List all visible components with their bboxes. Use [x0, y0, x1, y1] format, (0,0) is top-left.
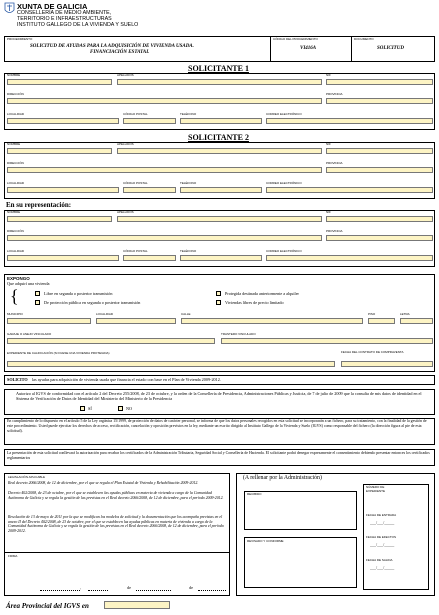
s1-correo-field[interactable]: [266, 118, 433, 124]
revisado-label: REVISADO Y CONFORME: [247, 539, 284, 543]
firma-comma: ,: [80, 585, 82, 590]
label-direccion: DIRECCIÓN: [7, 161, 24, 165]
label-nif: NIF: [326, 73, 331, 77]
s1-nif-field[interactable]: [326, 79, 433, 85]
s2-direccion-field[interactable]: [7, 167, 322, 173]
label-correo: CORREO ELECTRÓNICO: [266, 249, 302, 253]
label-cp: CÓDIGO POSTAL: [123, 112, 148, 116]
s2-nombre-field[interactable]: [7, 148, 112, 154]
label-cp: CÓDIGO POSTAL: [123, 249, 148, 253]
label-calle: CALLE: [181, 312, 191, 316]
s2-localidad-field[interactable]: [7, 187, 119, 193]
s1-telefono-field[interactable]: [180, 118, 262, 124]
s1-apellidos-field[interactable]: [117, 79, 322, 85]
label-telefono: TELÉFONO: [180, 112, 197, 116]
opt-precio-limitado-checkbox[interactable]: [216, 300, 221, 305]
org-name: XUNTA DE GALICIA: [17, 2, 88, 11]
piso-field[interactable]: [368, 318, 395, 324]
procedure-title-2: FINANCIACIÓN ESTATAL: [90, 50, 150, 55]
s1-localidad-field[interactable]: [7, 118, 119, 124]
label-localidad: LOCALIDAD: [7, 249, 25, 253]
trastero-field[interactable]: [221, 338, 433, 344]
area-provincial-field[interactable]: [104, 601, 170, 609]
xunta-logo: [4, 2, 15, 16]
solicitante-1-title: SOLICITANTE 1: [188, 64, 249, 73]
label-piso: PISO: [368, 312, 376, 316]
dept-line-2: TERRITORIO E INFRAESTRUCTURAS: [17, 16, 112, 22]
label-garaje: GARAJE O ANEJO VINCULADO: [7, 332, 52, 336]
expediente-field[interactable]: [7, 361, 335, 367]
recibido-label: RECIBIDO: [247, 492, 262, 496]
s2-cp-field[interactable]: [123, 187, 176, 193]
r-apellidos-field[interactable]: [117, 216, 322, 222]
fecha-contrato-field[interactable]: [341, 361, 433, 367]
solicito-keyword: SOLICITO: [7, 377, 28, 382]
fecha-efectos-slots: ___/___/_____: [370, 542, 395, 547]
expongo-title: EXPONGO: [7, 276, 30, 281]
code-value: VI416A: [300, 46, 317, 51]
label-correo: CORREO ELECTRÓNICO: [266, 112, 302, 116]
label-letra: LETRA: [400, 312, 410, 316]
label-fecha-contrato: FECHA DEL CONTRATO DE COMPRAVENTA: [341, 350, 404, 354]
label-telefono: TELÉFONO: [180, 181, 197, 185]
label-nombre: NOMBRE: [7, 142, 21, 146]
solicitante-2-title: SOLICITANTE 2: [188, 133, 249, 142]
r-nif-field[interactable]: [326, 216, 433, 222]
dept-line-3: INSTITUTO GALLEGO DE LA VIVIENDA Y SUELO: [17, 22, 139, 28]
label-direccion: DIRECCIÓN: [7, 229, 24, 233]
r-telefono-field[interactable]: [180, 255, 262, 261]
label-localidad: LOCALIDAD: [7, 181, 25, 185]
opt-alquiler-checkbox[interactable]: [216, 291, 221, 296]
revisado-box: [244, 537, 357, 588]
autorizo-no-label: NO: [126, 406, 133, 411]
s1-cp-field[interactable]: [123, 118, 176, 124]
firma-label: FIRMA: [8, 554, 18, 558]
opt-precio-limitado-label: Viviendas libres de precio limitado: [225, 300, 284, 305]
label-nombre: NOMBRE: [7, 210, 21, 214]
s2-apellidos-field[interactable]: [117, 148, 322, 154]
fecha-salida-slots: ___/___/_____: [370, 565, 395, 570]
autorizo-si-label: SÍ: [88, 406, 92, 411]
fecha-entrada-label: FECHA DE ENTRADA: [366, 513, 397, 517]
r-localidad-field[interactable]: [7, 255, 119, 261]
label-trastero: TRASTERO VINCULADO: [221, 332, 256, 336]
label-expediente: EXPEDIENTE DE CALIFICACIÓN (SI FUESE UNA VIVIENDA PROTEGIDA): [7, 351, 110, 355]
authorization-text: La presentación de esta solicitud conllevará la autorización para recabar los certificados de la Administración Tributaria, Seguridad Social y Consellería de Hacienda. El solicitante podrá denegar expresamente el consentimiento debiendo presentar entonces los certificados reglamentarios: [7, 451, 430, 460]
s2-provincia-field[interactable]: [326, 167, 433, 173]
r-provincia-field[interactable]: [326, 235, 433, 241]
dept-line-1: CONSELLERÍA DE MEDIO AMBIENTE,: [17, 10, 112, 16]
label-localidad: LOCALIDAD: [7, 112, 25, 116]
brace-icon: {: [10, 286, 19, 306]
opt-libre-label: Libre en segunda o posterior transmisión: [44, 291, 113, 296]
label-nombre: NOMBRE: [7, 73, 21, 77]
representacion-title: En su representación:: [6, 201, 72, 209]
firma-de-1: de: [127, 585, 131, 590]
fecha-efectos-label: FECHA DE EFECTOS: [366, 535, 396, 539]
solicito-text: las ayudas para adquisición de vivienda usada que financia el estado con base en el Plan de Vivienda 2009-2012.: [32, 377, 221, 382]
autorizo-si-checkbox[interactable]: [80, 406, 85, 411]
label-cp: CÓDIGO POSTAL: [123, 181, 148, 185]
municipio-field[interactable]: [7, 318, 91, 324]
opt-proteccion-label: De protección pública en segunda o posterior transmisión: [44, 300, 141, 305]
firma-de-2: de: [189, 585, 193, 590]
label-nif: NIF: [326, 142, 331, 146]
s1-nombre-field[interactable]: [7, 79, 112, 85]
admin-title: (A rellenar por la Administración): [243, 475, 322, 481]
garaje-field[interactable]: [7, 338, 215, 344]
vivienda-localidad-field[interactable]: [96, 318, 176, 324]
label-apellidos: APELLIDOS: [117, 210, 134, 214]
r-direccion-field[interactable]: [7, 235, 322, 241]
opt-alquiler-label: Protegida destinada anteriormente a alquiler: [225, 291, 299, 296]
area-provincial-label: Área Provincial del IGVS en: [6, 602, 89, 610]
document-value: SOLICITUD: [377, 46, 404, 51]
label-municipio: MUNICIPIO: [7, 312, 23, 316]
legislation-p3: Resolución de 13 de mayo de 2011 por la que se modifican los modelos de solicitud y la documentación que los acompaña previstas en el anexo II del Decreto 402/2008, de 23 de octubre, por el que se establecen las ayudas públicas en materia de vivienda a cargo de la Comunidad Autónoma de Galicia y se regula la gestión de las previstas en el Real decreto 2066/2008, de 12 de diciembre, para el período 2009-2012.: [8, 515, 224, 533]
letra-field[interactable]: [400, 318, 433, 324]
expongo-subtitle: Que adquirí una vivienda: [7, 281, 50, 286]
document-label: DOCUMENTO: [354, 37, 374, 41]
data-protection-text: En cumplimiento de lo dispuesto en el artículo 5 de la Ley orgánica 15/1999, de protección de datos de carácter personal, se informa de que los datos personales recogidos en esta solicitud se incorporarán a un fichero, para su tratamiento, con la finalidad de la gestión de este procedimiento. Usted puede ejercitar los derechos de acceso, rectificación, cancelación y oposición previstos en la ley, mediante un escrito dirigido al Instituto Gallego de la Vivienda y Suelo (IGVS) como responsable del fichero (la dirección figura al pie de esta solicitud).: [7, 419, 427, 433]
r-cp-field[interactable]: [123, 255, 176, 261]
label-apellidos: APELLIDOS: [117, 142, 134, 146]
fecha-salida-label: FECHA DE SALIDA: [366, 558, 393, 562]
s2-telefono-field[interactable]: [180, 187, 262, 193]
opt-libre-checkbox[interactable]: [35, 291, 40, 296]
s1-provincia-field[interactable]: [326, 98, 433, 104]
label-telefono: TELÉFONO: [180, 249, 197, 253]
label-direccion: DIRECCIÓN: [7, 92, 24, 96]
procedure-title-1: SOLICITUD DE AYUDAS PARA LA ADQUISICIÓN DE VIVIENDA USADA.: [30, 44, 194, 49]
code-label: CÓDIGO DEL PROCEDIMIENTO: [273, 37, 318, 41]
label-provincia: PROVINCIA: [326, 92, 343, 96]
legislation-p1: Real decreto 2066/2008, de 12 de diciembre, por el que se regula el Plan Estatal de Vivienda y Rehabilitación 2009-2012.: [8, 481, 199, 485]
recibido-box: [244, 491, 357, 530]
procedure-label: PROCEDIMIENTO: [7, 37, 33, 41]
autorizo-no-checkbox[interactable]: [118, 406, 123, 411]
legislation-title: LEGISLACIÓN APLICABLE: [8, 475, 46, 479]
r-nombre-field[interactable]: [7, 216, 112, 222]
label-provincia: PROVINCIA: [326, 229, 343, 233]
label-apellidos: APELLIDOS: [117, 73, 134, 77]
calle-field[interactable]: [181, 318, 363, 324]
label-localidad: LOCALIDAD: [96, 312, 114, 316]
s2-correo-field[interactable]: [266, 187, 433, 193]
fecha-entrada-slots: ___/___/_____: [370, 520, 395, 525]
r-correo-field[interactable]: [266, 255, 433, 261]
opt-proteccion-checkbox[interactable]: [35, 300, 40, 305]
label-nif: NIF: [326, 210, 331, 214]
label-provincia: PROVINCIA: [326, 161, 343, 165]
numero-expediente-label: NÚMERO DE EXPEDIENTE: [366, 485, 386, 493]
s2-nif-field[interactable]: [326, 148, 433, 154]
s1-direccion-field[interactable]: [7, 98, 322, 104]
label-correo: CORREO ELECTRÓNICO: [266, 181, 302, 185]
autorizo-text: Autorizo al IGVS de conformidad con el artículo 2 del Decreto 255/2008, de 23 de octubre, y la orden de la Consellería de Presidencia, Administraciones Públicas y Justicia, de 7 de julio de 2009 que la consulta de mis datos de identidad en el Sistema de Verificación de Datos de Identidad del Ministerio del Ministerio de la Presidencia: [16, 391, 422, 401]
legislation-p2: Decreto 402/2008, de 23 de octubre, por el que se establecen las ayudas públicas en materia de vivienda a cargo de la Comunidad Autónoma de Galicia y se regula la gestión de las previstas en el Real decreto 2066/2008, de 12 de diciembre, para el período 2009-2012.: [8, 491, 224, 500]
